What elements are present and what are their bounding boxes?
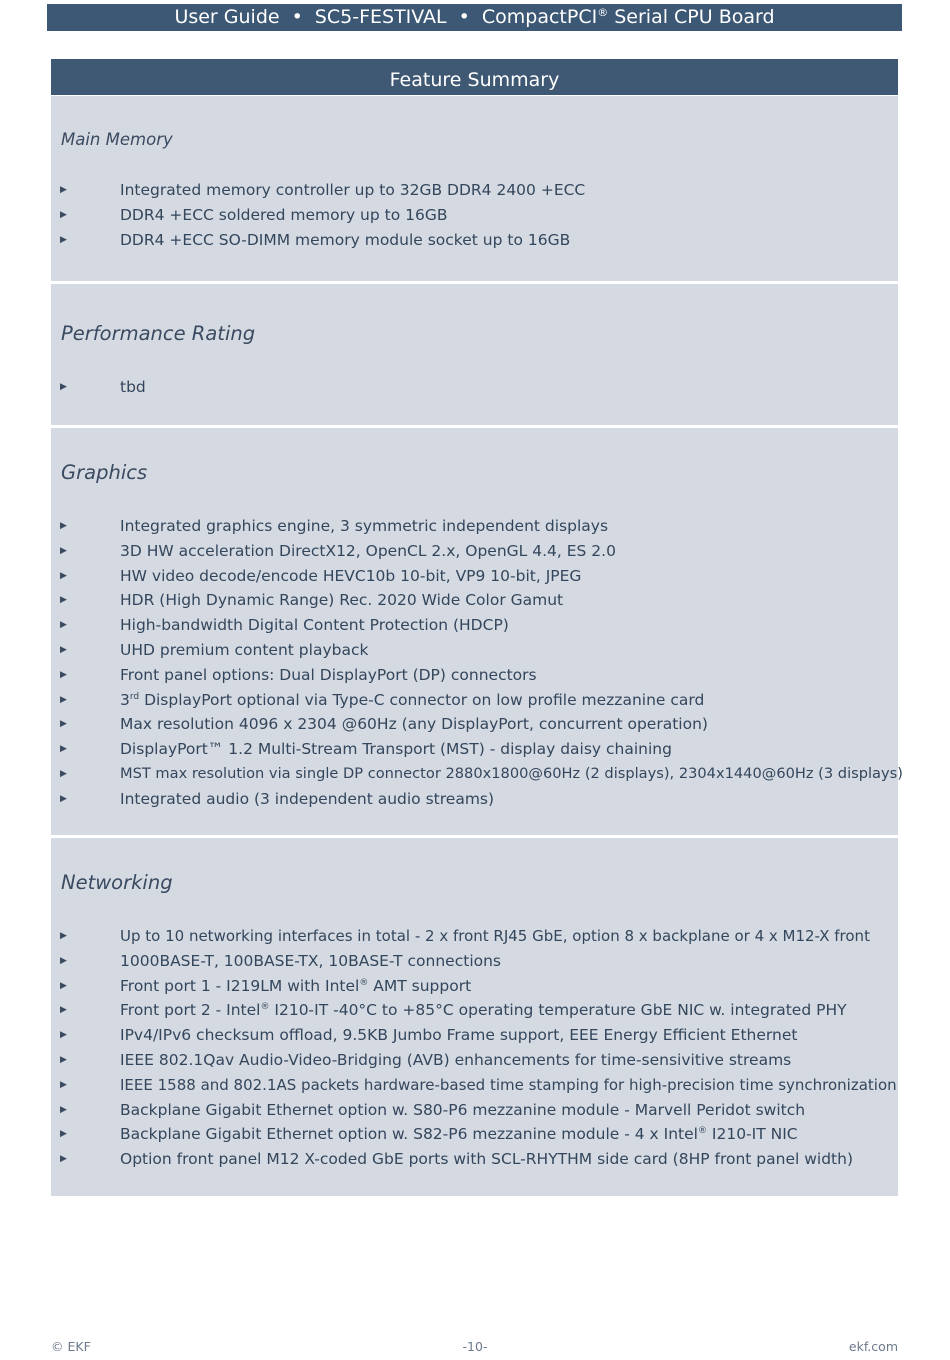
- section-title-networking: Networking: [61, 871, 173, 894]
- bullet-icon: ▶: [60, 980, 67, 991]
- header-user-guide: User Guide: [174, 6, 280, 28]
- bullet-icon: ▶: [60, 955, 67, 966]
- header-product: SC5-FESTIVAL: [314, 6, 447, 28]
- bullet-icon: ▶: [60, 595, 67, 606]
- header-board-type: Serial CPU Board: [608, 6, 775, 28]
- bullet-icon: ▶: [60, 744, 67, 755]
- bullet-icon: ▶: [60, 644, 67, 655]
- bullet-icon: ▶: [60, 185, 67, 195]
- bullet-icon: ▶: [60, 1154, 67, 1165]
- bullet-icon: ▶: [60, 1005, 67, 1016]
- bullet-icon: ▶: [60, 1030, 67, 1041]
- section-title-graphics: Graphics: [61, 461, 148, 484]
- bullet-icon: ▶: [60, 768, 67, 779]
- page-header: [47, 4, 902, 31]
- section-title-performance-rating: Performance Rating: [61, 322, 256, 345]
- bullet-icon: ▶: [60, 694, 67, 705]
- bullet-icon: ▶: [60, 719, 67, 730]
- bullet-icon: ▶: [60, 1129, 67, 1140]
- bullet-icon: ▶: [60, 209, 67, 220]
- bullet-icon: ▶: [60, 793, 67, 804]
- bullet-icon: ▶: [60, 1079, 67, 1090]
- header-registered-mark: ®: [597, 6, 609, 19]
- bullet-icon: ▶: [60, 1104, 67, 1115]
- section-main-memory: Main Memory ▶ Integrated memory controller up to 32GB DDR4 2400 +ECC ▶ DDR4 +ECC soldered memory up to 16GB ▶ DDR4 +ECC SO-DIMM memory module socket up to 16GB: [51, 96, 898, 281]
- header-separator: •: [458, 6, 470, 28]
- footer-website: ekf.com: [848, 1339, 898, 1354]
- bullet-icon: ▶: [60, 620, 67, 631]
- footer-copyright: © EKF: [51, 1339, 91, 1354]
- section-title-main-memory: Main Memory: [61, 130, 173, 149]
- footer-page-number: -10-: [462, 1339, 488, 1354]
- bullet-icon: ▶: [60, 521, 67, 531]
- header-separator: •: [291, 6, 303, 28]
- bullet-icon: ▶: [60, 545, 67, 556]
- header-compactpci: CompactPCI: [481, 6, 598, 28]
- section-graphics: Graphics ▶ Integrated graphics engine, 3 symmetric independent displays ▶ 3D HW acceleration DirectX12, OpenCL 2.x, OpenGL 4.4, ES 2.0 ▶ HW video decode/encode HEVC10b 10-bit, VP9 10-bit, JPEG ▶ HDR (High Dynamic Range) Rec. 2020 Wide Color Gamut ▶ High-bandwidth Digital Content Protection (HDCP) ▶ UHD premium content playback ▶ Front panel options: Dual DisplayPort (DP) connectors ▶ 3rd DisplayPort optional via Type-C connector on low profile mezzanine card ▶ Max resolution 4096 x 2304 @60Hz (any DisplayPort, concurrent operation) ▶ DisplayPort™ 1.2 Multi-Stream Transport (MST) - display daisy chaining ▶ MST max resolution via single DP connector 2880x1800@60Hz (2 displays), 2304x1440@60Hz (3 displays) ▶ Integrated audio (3 independent audio streams): [51, 428, 898, 835]
- section-performance-rating: Performance Rating ▶ tbd: [51, 284, 898, 425]
- bullet-icon: ▶: [60, 234, 67, 245]
- bullet-icon: ▶: [60, 1054, 67, 1065]
- feature-summary-title: Feature Summary: [51, 59, 898, 95]
- bullet-icon: ▶: [60, 931, 67, 941]
- bullet-icon: ▶: [60, 570, 67, 581]
- bullet-icon: ▶: [60, 669, 67, 680]
- bullet-icon: ▶: [60, 382, 67, 392]
- section-networking: Networking ▶ Up to 10 networking interfaces in total - 2 x front RJ45 GbE, option 8 x backplane or 4 x M12-X front ▶ 1000BASE-T, 100BASE-TX, 10BASE-T connections ▶ Front port 1 - I219LM with Intel® AMT support ▶ Front port 2 - Intel® I210-IT -40°C to +85°C operating temperature GbE NIC w. integrated PHY ▶ IPv4/IPv6 checksum offload, 9.5KB Jumbo Frame support, EEE Energy Efficient Ethernet ▶ IEEE 802.1Qav Audio-Video-Bridging (AVB) enhancements for time-sensivitive streams ▶ IEEE 1588 and 802.1AS packets hardware-based time stamping for high-precision time synchronization ▶ Backplane Gigabit Ethernet option w. S80-P6 mezzanine module - Marvell Peridot switch ▶ Backplane Gigabit Ethernet option w. S82-P6 mezzanine module - 4 x Intel® I210-IT NIC ▶ Option front panel M12 X-coded GbE ports with SCL-RHYTHM side card (8HP front panel width): [51, 838, 898, 1196]
